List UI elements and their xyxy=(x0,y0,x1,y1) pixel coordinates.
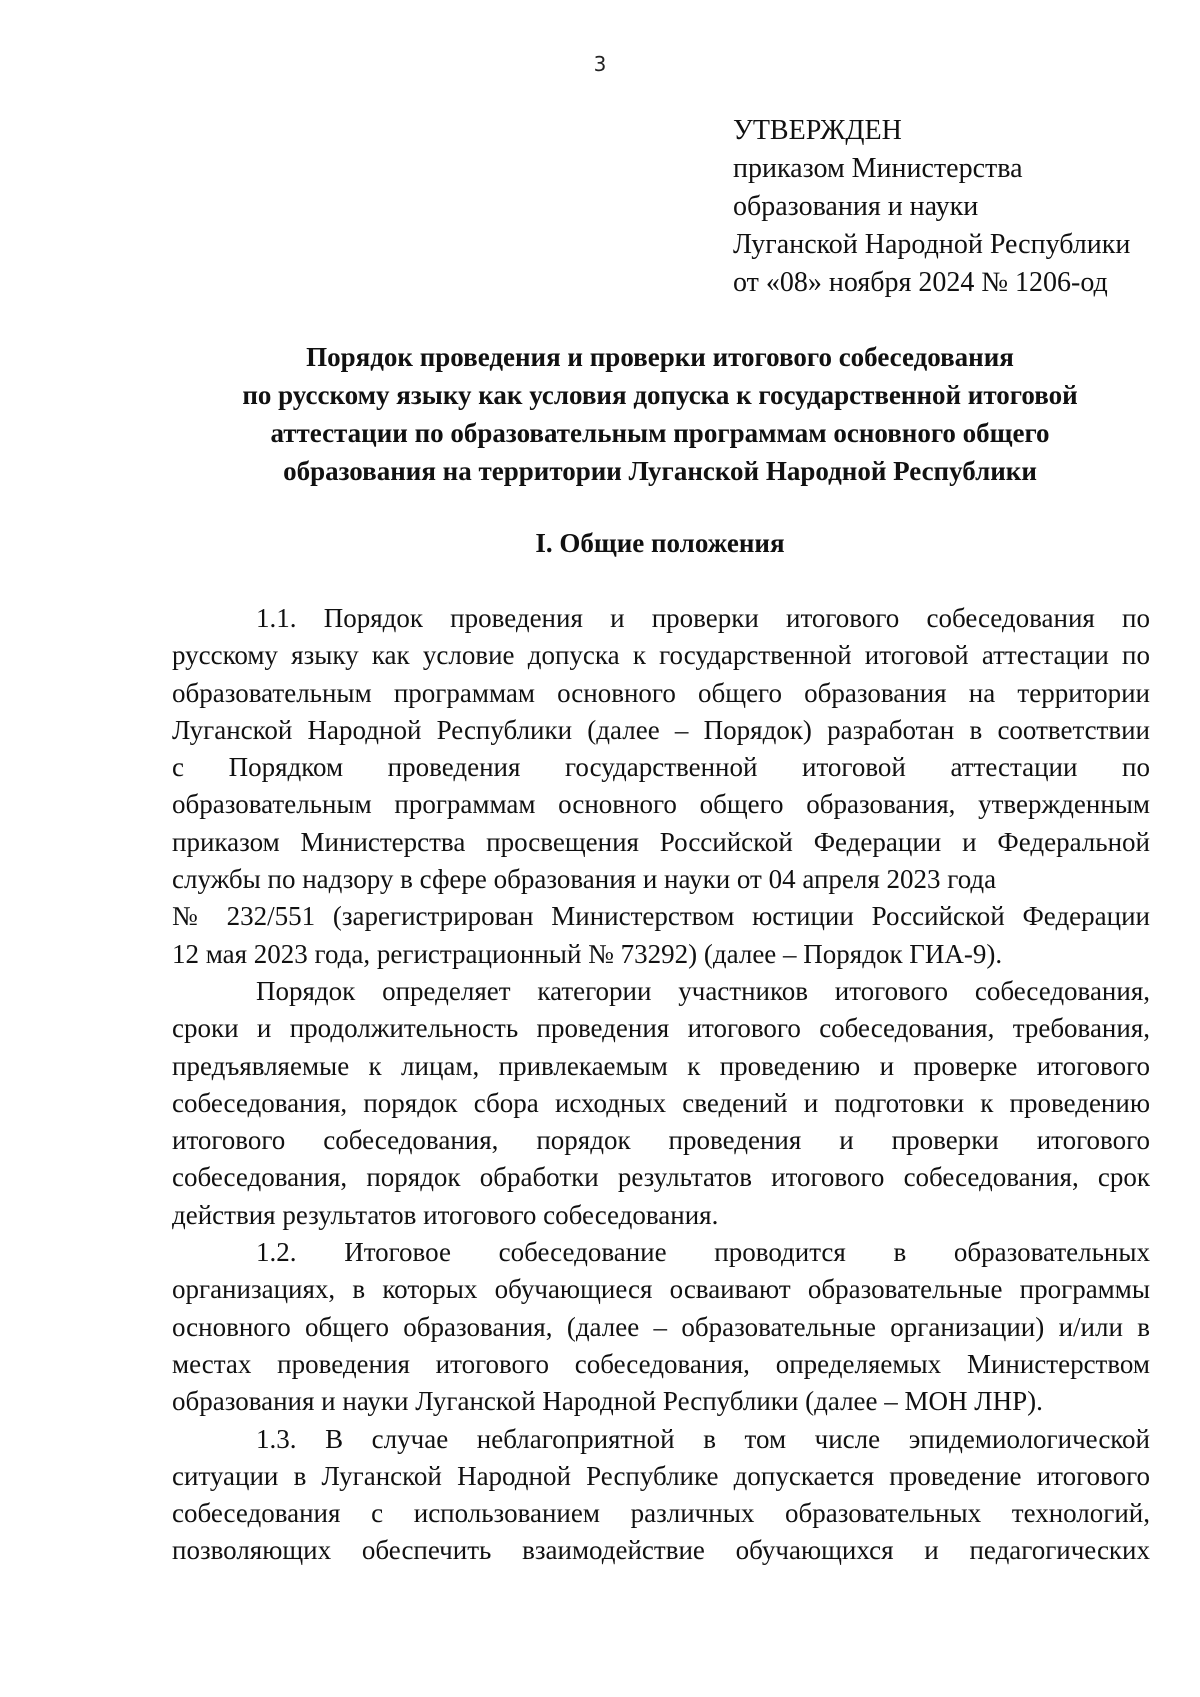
body-text xyxy=(172,600,1150,1570)
title-line: образования на территории Луганской Народной Республики xyxy=(283,456,1037,486)
paragraph-1-3-line: ситуации в Луганской Народной Республике допускается проведение итогового xyxy=(172,1460,1150,1491)
title-line: аттестации по образовательным программам основного общего xyxy=(270,418,1050,448)
paragraph-1-2-line: организациях, в которых обучающиеся осваивают образовательные программы xyxy=(172,1274,1150,1305)
approval-line: образования и науки xyxy=(733,191,979,222)
paragraph-1-1-line: 1.1. Порядок проведения и проверки итогового собеседования по xyxy=(256,603,1150,633)
section-heading: I. Общие положения xyxy=(535,528,785,558)
approval-line: от «08» ноября 2024 № 1206-од xyxy=(733,267,1108,298)
paragraph-1-1-line: русскому языку как условие допуска к государственной итоговой аттестации по xyxy=(172,640,1150,671)
paragraph-1-2-line: 1.2. Итоговое собеседование проводится в образовательных xyxy=(256,1237,1150,1268)
title-line: по русскому языку как условия допуска к государственной итоговой xyxy=(242,380,1078,410)
approval-line: приказом Министерства xyxy=(733,153,1023,184)
paragraph-order-line: сроки и продолжительность проведения итогового собеседования, требования, xyxy=(172,1013,1150,1044)
document-title xyxy=(170,338,1150,490)
paragraph-1-1-line: приказом Министерства просвещения Российской Федерации и Федеральной xyxy=(172,826,1150,857)
paragraph-1-3-line: собеседования с использованием различных образовательных технологий, xyxy=(172,1498,1150,1529)
paragraph-order-line: действия результатов итогового собеседования. xyxy=(172,1199,719,1230)
paragraph-order-line: собеседования, порядок сбора исходных сведений и подготовки к проведению xyxy=(172,1087,1150,1118)
paragraph-1-1-line: Луганской Народной Республики (далее – Порядок) разработан в соответствии xyxy=(172,714,1150,745)
paragraph-1-1-line: 12 мая 2023 года, регистрационный № 73292) (далее – Порядок ГИА-9). xyxy=(172,938,1003,969)
approval-line: Луганской Народной Республики xyxy=(733,229,1131,260)
approval-stamp-block xyxy=(733,112,1163,302)
paragraph-1-1-line: № 232/551 (зарегистрирован Министерством юстиции Российской Федерации xyxy=(172,901,1150,932)
paragraph-1-1-line: службы по надзору в сфере образования и науки от 04 апреля 2023 года xyxy=(172,864,997,895)
paragraph-1-2-line: образования и науки Луганской Народной Республики (далее – МОН ЛНР). xyxy=(172,1386,1043,1417)
paragraph-1-2-line: местах проведения итогового собеседования, определяемых Министерством xyxy=(172,1348,1150,1379)
paragraph-order-line: собеседования, порядок обработки результатов итогового собеседования, срок xyxy=(172,1162,1150,1193)
paragraph-1-2-line: основного общего образования, (далее – образовательные организации) и/или в xyxy=(172,1311,1150,1342)
paragraph-1-3-line: позволяющих обеспечить взаимодействие обучающихся и педагогических xyxy=(172,1535,1150,1566)
paragraph-1-1-line: образовательным программам основного общего образования на территории xyxy=(172,677,1150,708)
paragraph-1-1-line: с Порядком проведения государственной итоговой аттестации по xyxy=(172,752,1150,783)
paragraph-order-line: предъявляемые к лицам, привлекаемым к проведению и проверке итогового xyxy=(172,1050,1150,1081)
approval-line: УТВЕРЖДЕН xyxy=(733,115,902,146)
paragraph-1-3-line: 1.3. В случае неблагоприятной в том числе эпидемиологической xyxy=(256,1423,1150,1454)
paragraph-1-1-line: образовательным программам основного общего образования, утвержденным xyxy=(172,789,1150,820)
paragraph-order-line: Порядок определяет категории участников итогового собеседования, xyxy=(256,975,1150,1006)
paragraph-order-line: итогового собеседования, порядок проведения и проверки итогового xyxy=(172,1125,1150,1156)
title-line: Порядок проведения и проверки итогового собеседования xyxy=(306,342,1014,372)
page-number: 3 xyxy=(593,52,607,76)
